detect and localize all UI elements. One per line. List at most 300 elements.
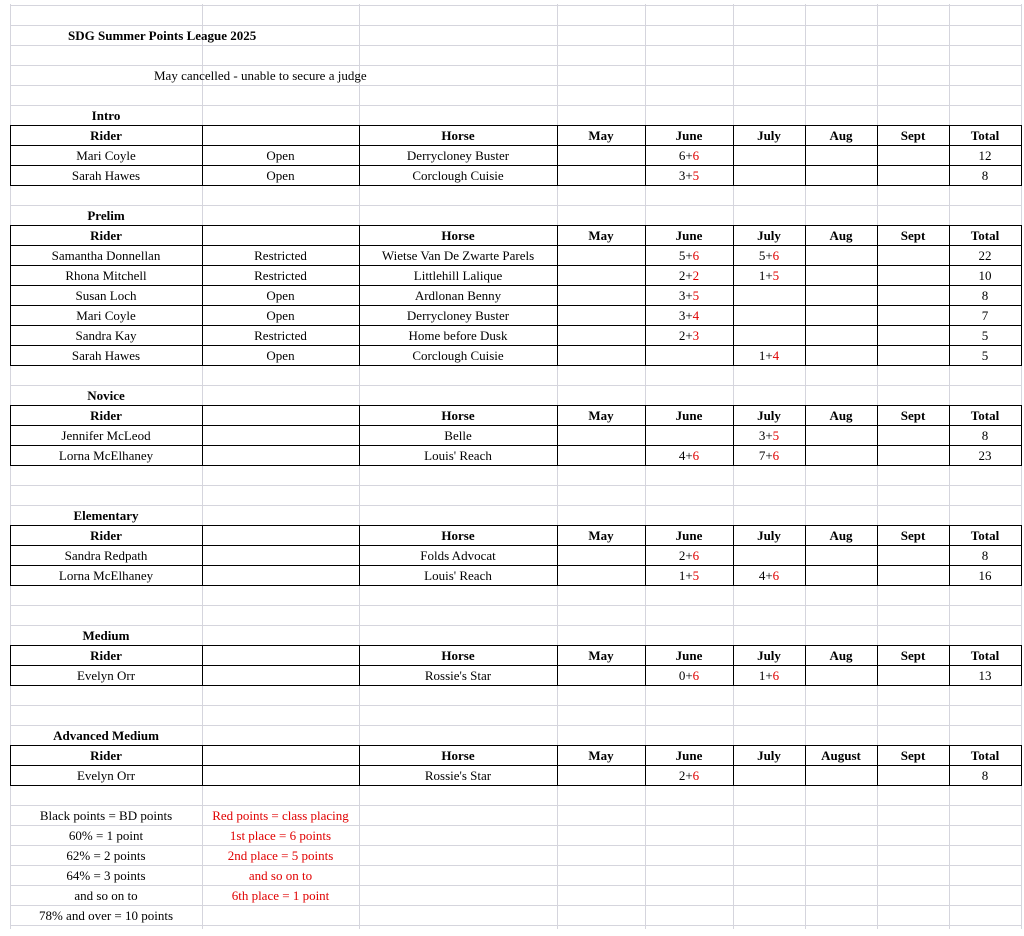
cell-july-points <box>733 665 805 685</box>
cell-may <box>557 345 645 365</box>
column-header-sept: Sept <box>900 747 926 763</box>
table-border <box>359 225 360 366</box>
column-header-total: Total <box>970 127 1000 143</box>
cell-aug <box>805 165 877 185</box>
notice-text: May cancelled - unable to secure a judge <box>154 67 367 83</box>
legend-bd-points: 60% = 1 point <box>68 827 144 843</box>
cell-horse: Corclough Cuisie <box>412 167 504 183</box>
column-header-class <box>202 125 359 145</box>
column-header-may: May <box>588 527 614 543</box>
cell-rider: Samantha Donnellan <box>51 247 161 263</box>
placing-points: 6 <box>692 247 700 263</box>
cell-horse: Louis' Reach <box>424 567 492 583</box>
table-border <box>645 745 646 786</box>
plus-sign: + <box>685 147 693 163</box>
cell-rider: Evelyn Orr <box>76 667 136 683</box>
table-border <box>202 645 203 686</box>
table-border <box>805 525 806 586</box>
grid-line <box>10 925 1021 926</box>
plus-sign: + <box>765 347 773 363</box>
table-border <box>10 445 1021 446</box>
table-border <box>557 745 558 786</box>
table-border <box>10 125 11 186</box>
bd-points: 2 <box>678 547 686 563</box>
cell-sept <box>877 765 949 785</box>
cell-total: 23 <box>978 447 992 463</box>
cell-sept <box>877 445 949 465</box>
bd-points: 1 <box>758 267 766 283</box>
column-header-july: July <box>757 407 781 423</box>
cell-total: 5 <box>981 327 989 343</box>
cell-june-points <box>645 265 733 285</box>
table-border <box>202 745 203 786</box>
column-header-class <box>202 745 359 765</box>
section-title: Medium <box>82 627 130 643</box>
table-border <box>359 405 360 466</box>
bd-points: 4 <box>758 567 766 583</box>
cell-june-points <box>645 445 733 465</box>
section-title: Elementary <box>73 507 139 523</box>
table-border <box>1021 745 1022 786</box>
cell-cls: Open <box>266 347 295 363</box>
cell-rider: Rhona Mitchell <box>65 267 147 283</box>
column-header-june: June <box>675 747 703 763</box>
cell-june-points <box>645 345 733 365</box>
cell-july-points <box>733 165 805 185</box>
placing-points: 6 <box>772 247 780 263</box>
column-header-sept: Sept <box>900 127 926 143</box>
cell-horse: Home before Dusk <box>408 327 508 343</box>
plus-sign: + <box>685 447 693 463</box>
column-header-may: May <box>588 227 614 243</box>
table-border <box>10 745 11 786</box>
cell-may <box>557 145 645 165</box>
cell-horse: Littlehill Lalique <box>413 267 503 283</box>
cell-aug <box>805 265 877 285</box>
plus-sign: + <box>685 567 693 583</box>
table-border <box>805 125 806 186</box>
cell-sept <box>877 145 949 165</box>
placing-points: 6 <box>692 667 700 683</box>
bd-points: 5 <box>758 247 766 263</box>
table-border <box>202 125 203 186</box>
table-border <box>10 305 1021 306</box>
placing-points: 6 <box>692 767 700 783</box>
column-header-class <box>202 405 359 425</box>
table-border <box>10 425 1021 426</box>
bd-points: 2 <box>678 767 686 783</box>
plus-sign: + <box>685 547 693 563</box>
plus-sign: + <box>685 287 693 303</box>
placing-points: 5 <box>772 267 780 283</box>
column-header-class <box>202 645 359 665</box>
table-border <box>10 365 1021 366</box>
cell-july-points <box>733 245 805 265</box>
table-border <box>1021 225 1022 366</box>
grid-line <box>10 45 1021 46</box>
cell-july-points <box>733 445 805 465</box>
plus-sign: + <box>685 267 693 283</box>
cell-horse: Rossie's Star <box>424 667 492 683</box>
cell-may <box>557 565 645 585</box>
cell-june-points <box>645 565 733 585</box>
cell-july-points <box>733 265 805 285</box>
table-border <box>645 645 646 686</box>
column-header-june: June <box>675 407 703 423</box>
cell-rider: Susan Loch <box>75 287 137 303</box>
cell-may <box>557 665 645 685</box>
cell-cls: Restricted <box>254 267 307 283</box>
column-header-july: July <box>757 227 781 243</box>
cell-rider: Sandra Redpath <box>64 547 148 563</box>
table-border <box>359 525 360 586</box>
cell-june-points <box>645 165 733 185</box>
column-header-june: June <box>675 647 703 663</box>
cell-rider: Sarah Hawes <box>71 347 141 363</box>
table-border <box>557 125 558 186</box>
cell-sept <box>877 165 949 185</box>
cell-rider: Mari Coyle <box>76 307 136 323</box>
grid-line <box>10 605 1021 606</box>
cell-july-points <box>733 425 805 445</box>
grid-line <box>10 705 1021 706</box>
column-header-total: Total <box>970 647 1000 663</box>
table-border <box>202 525 203 586</box>
cell-may <box>557 285 645 305</box>
cell-aug <box>805 545 877 565</box>
column-header-may: May <box>588 407 614 423</box>
section-title: Intro <box>91 107 121 123</box>
column-header-horse: Horse <box>441 527 475 543</box>
placing-points: 5 <box>692 567 700 583</box>
cell-aug <box>805 425 877 445</box>
cell-aug <box>805 305 877 325</box>
cell-june-points <box>645 665 733 685</box>
column-header-total: Total <box>970 527 1000 543</box>
column-header-aug: Aug <box>829 647 853 663</box>
table-border <box>10 345 1021 346</box>
cell-may <box>557 165 645 185</box>
placing-points: 4 <box>772 347 780 363</box>
legend-bd-points: Black points = BD points <box>39 807 173 823</box>
cell-rider: Sarah Hawes <box>71 167 141 183</box>
grid-line <box>10 85 1021 86</box>
cell-sept <box>877 565 949 585</box>
table-border <box>10 765 1021 766</box>
column-header-rider: Rider <box>90 227 122 243</box>
table-border <box>557 645 558 686</box>
table-border <box>10 225 1021 226</box>
bd-points: 3 <box>678 167 686 183</box>
legend-bd-points: 64% = 3 points <box>66 867 146 883</box>
table-border <box>10 685 1021 686</box>
table-border <box>1021 645 1022 686</box>
table-border <box>805 645 806 686</box>
cell-may <box>557 265 645 285</box>
cell-july-points <box>733 145 805 165</box>
column-header-may: May <box>588 127 614 143</box>
table-border <box>10 565 1021 566</box>
placing-points: 5 <box>692 167 700 183</box>
cell-total: 12 <box>978 147 992 163</box>
cell-aug <box>805 285 877 305</box>
cell-cls: Open <box>266 287 295 303</box>
cell-sept <box>877 545 949 565</box>
column-header-sept: Sept <box>900 527 926 543</box>
table-border <box>10 645 11 686</box>
table-border <box>733 745 734 786</box>
bd-points: 6 <box>678 147 686 163</box>
table-border <box>805 405 806 466</box>
column-header-rider: Rider <box>90 527 122 543</box>
table-border <box>877 405 878 466</box>
table-border <box>202 225 203 366</box>
cell-total: 8 <box>981 427 989 443</box>
column-header-horse: Horse <box>441 227 475 243</box>
cell-june-points <box>645 545 733 565</box>
table-border <box>10 545 1021 546</box>
column-header-horse: Horse <box>441 647 475 663</box>
table-border <box>10 165 1021 166</box>
bd-points: 1 <box>678 567 686 583</box>
cell-cls: Restricted <box>254 327 307 343</box>
table-border <box>645 125 646 186</box>
placing-points: 5 <box>692 287 700 303</box>
legend-class-placing: 1st place = 6 points <box>229 827 332 843</box>
column-header-class <box>202 525 359 545</box>
cell-july-points <box>733 345 805 365</box>
cell-aug <box>805 665 877 685</box>
cell-june-points <box>645 305 733 325</box>
cell-cls: Open <box>266 147 295 163</box>
legend-bd-points: 78% and over = 10 points <box>38 907 174 923</box>
table-border <box>10 465 1021 466</box>
table-border <box>10 225 11 366</box>
column-header-horse: Horse <box>441 127 475 143</box>
cell-july-points <box>733 285 805 305</box>
column-header-aug: Aug <box>829 527 853 543</box>
bd-points: 2 <box>678 267 686 283</box>
table-border <box>359 645 360 686</box>
bd-points: 2 <box>678 327 686 343</box>
plus-sign: + <box>765 247 773 263</box>
column-header-july: July <box>757 747 781 763</box>
table-border <box>359 125 360 186</box>
cell-aug <box>805 765 877 785</box>
cell-horse: Belle <box>444 427 472 443</box>
table-border <box>949 525 950 586</box>
grid-line <box>10 485 1021 486</box>
table-border <box>10 405 11 466</box>
table-border <box>10 265 1021 266</box>
legend-class-placing: 6th place = 1 point <box>231 887 330 903</box>
column-header-aug: Aug <box>829 127 853 143</box>
legend-bd-points: and so on to <box>74 887 138 903</box>
cell-total: 8 <box>981 767 989 783</box>
column-header-sept: Sept <box>900 647 926 663</box>
cell-june-points <box>645 285 733 305</box>
plus-sign: + <box>765 447 773 463</box>
table-border <box>733 405 734 466</box>
cell-sept <box>877 325 949 345</box>
table-border <box>10 125 1021 126</box>
cell-may <box>557 765 645 785</box>
column-header-july: July <box>757 127 781 143</box>
column-header-august: August <box>821 747 861 763</box>
table-border <box>1021 125 1022 186</box>
table-border <box>949 405 950 466</box>
plus-sign: + <box>685 167 693 183</box>
cell-june-points <box>645 765 733 785</box>
table-border <box>877 125 878 186</box>
placing-points: 6 <box>772 567 780 583</box>
cell-cls <box>202 565 359 585</box>
table-border <box>1021 525 1022 586</box>
table-border <box>949 745 950 786</box>
cell-aug <box>805 445 877 465</box>
table-border <box>805 225 806 366</box>
bd-points: 4 <box>678 447 686 463</box>
bd-points: 1 <box>758 667 766 683</box>
section-title: Novice <box>87 387 125 403</box>
plus-sign: + <box>765 427 773 443</box>
table-border <box>877 225 878 366</box>
cell-sept <box>877 265 949 285</box>
placing-points: 5 <box>772 427 780 443</box>
table-border <box>10 585 1021 586</box>
cell-cls <box>202 765 359 785</box>
cell-june-points <box>645 325 733 345</box>
cell-total: 22 <box>978 247 992 263</box>
legend-class-placing: and so on to <box>248 867 313 883</box>
cell-total: 10 <box>978 267 992 283</box>
column-header-aug: Aug <box>829 407 853 423</box>
cell-sept <box>877 345 949 365</box>
placing-points: 6 <box>692 547 700 563</box>
table-border <box>733 225 734 366</box>
grid-line <box>10 5 1021 6</box>
column-header-rider: Rider <box>90 127 122 143</box>
placing-points: 6 <box>692 447 700 463</box>
table-border <box>645 225 646 366</box>
cell-rider: Evelyn Orr <box>76 767 136 783</box>
plus-sign: + <box>685 247 693 263</box>
legend-class-placing <box>202 905 359 925</box>
table-border <box>10 325 1021 326</box>
plus-sign: + <box>685 327 693 343</box>
cell-sept <box>877 245 949 265</box>
cell-rider: Lorna McElhaney <box>58 447 154 463</box>
column-header-sept: Sept <box>900 407 926 423</box>
cell-total: 8 <box>981 547 989 563</box>
plus-sign: + <box>685 767 693 783</box>
cell-sept <box>877 425 949 445</box>
placing-points: 3 <box>692 327 700 343</box>
placing-points: 6 <box>692 147 700 163</box>
plus-sign: + <box>685 307 693 323</box>
cell-june-points <box>645 245 733 265</box>
cell-may <box>557 325 645 345</box>
column-header-total: Total <box>970 747 1000 763</box>
plus-sign: + <box>765 267 773 283</box>
cell-cls <box>202 665 359 685</box>
cell-sept <box>877 285 949 305</box>
table-border <box>949 645 950 686</box>
table-border <box>949 225 950 366</box>
legend-bd-points: 62% = 2 points <box>66 847 146 863</box>
cell-aug <box>805 345 877 365</box>
table-border <box>877 525 878 586</box>
cell-cls <box>202 445 359 465</box>
cell-total: 7 <box>981 307 989 323</box>
column-header-aug: Aug <box>829 227 853 243</box>
column-header-july: July <box>757 647 781 663</box>
table-border <box>733 645 734 686</box>
cell-cls: Open <box>266 307 295 323</box>
placing-points: 6 <box>772 667 780 683</box>
cell-horse: Derrycloney Buster <box>406 307 510 323</box>
cell-cls: Restricted <box>254 247 307 263</box>
table-border <box>10 785 1021 786</box>
table-border <box>733 125 734 186</box>
column-header-june: June <box>675 227 703 243</box>
cell-may <box>557 545 645 565</box>
cell-horse: Wietse Van De Zwarte Parels <box>381 247 535 263</box>
table-border <box>1021 405 1022 466</box>
cell-total: 5 <box>981 347 989 363</box>
column-header-class <box>202 225 359 245</box>
column-header-may: May <box>588 747 614 763</box>
column-header-rider: Rider <box>90 407 122 423</box>
placing-points: 6 <box>772 447 780 463</box>
cell-may <box>557 245 645 265</box>
cell-june-points <box>645 145 733 165</box>
table-border <box>10 245 1021 246</box>
cell-aug <box>805 145 877 165</box>
plus-sign: + <box>765 667 773 683</box>
cell-horse: Ardlonan Benny <box>414 287 502 303</box>
cell-total: 8 <box>981 167 989 183</box>
placing-points: 2 <box>692 267 700 283</box>
bd-points: 7 <box>758 447 766 463</box>
bd-points: 5 <box>678 247 686 263</box>
cell-total: 8 <box>981 287 989 303</box>
table-border <box>733 525 734 586</box>
cell-rider: Sandra Kay <box>75 327 137 343</box>
cell-horse: Folds Advocat <box>420 547 496 563</box>
bd-points: 3 <box>678 287 686 303</box>
cell-may <box>557 305 645 325</box>
table-border <box>10 285 1021 286</box>
table-border <box>359 745 360 786</box>
cell-rider: Jennifer McLeod <box>61 427 151 443</box>
cell-aug <box>805 245 877 265</box>
plus-sign: + <box>765 567 773 583</box>
section-title: Advanced Medium <box>53 727 159 743</box>
cell-aug <box>805 325 877 345</box>
cell-july-points <box>733 545 805 565</box>
cell-cls <box>202 545 359 565</box>
cell-may <box>557 425 645 445</box>
column-header-may: May <box>588 647 614 663</box>
column-header-total: Total <box>970 227 1000 243</box>
table-border <box>10 405 1021 406</box>
table-border <box>877 745 878 786</box>
table-border <box>877 645 878 686</box>
column-header-june: June <box>675 127 703 143</box>
table-border <box>557 225 558 366</box>
cell-july-points <box>733 305 805 325</box>
